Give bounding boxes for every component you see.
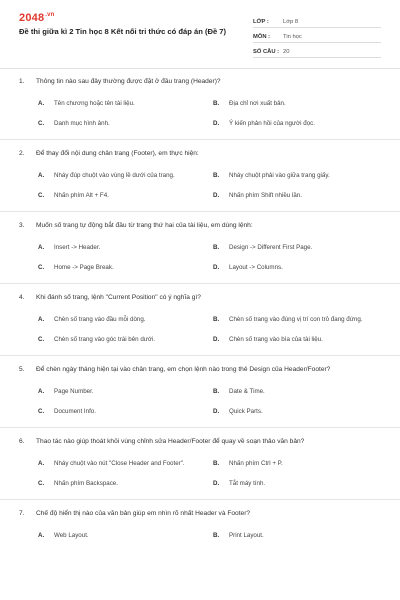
option-text: Date & Time.: [229, 387, 265, 395]
option-row: [0, 473, 400, 493]
logo-suffix: .vn: [45, 12, 55, 18]
question-divider: [0, 427, 400, 428]
answer-option[interactable]: [38, 185, 213, 205]
option-text: Chèn số trang vào góc trái bên dưới.: [54, 335, 156, 343]
option-letter: B.: [213, 531, 220, 539]
question-6: [0, 437, 400, 500]
option-text: Nhấn phím Ctrl + P.: [229, 459, 283, 467]
question-prompt: Để chèn ngày tháng hiện tại vào chân trang, em chọn lệnh nào trong thẻ Design của Header/Footer?: [36, 366, 331, 373]
question-4: [0, 293, 400, 356]
option-letter: C.: [38, 119, 45, 127]
question-divider: [0, 499, 400, 500]
answer-option[interactable]: [38, 165, 213, 185]
question-2: [0, 149, 400, 212]
option-letter: B.: [213, 315, 220, 323]
option-text: Nháy đúp chuột vào vùng lề dưới của trang.: [54, 171, 175, 179]
answer-option[interactable]: [213, 473, 388, 493]
option-row: [0, 401, 400, 421]
meta-label: SỐ CÂU :: [253, 49, 280, 55]
option-letter: C.: [38, 263, 45, 271]
option-text: Chèn số trang vào bìa của tài liệu.: [229, 335, 323, 343]
question-divider: [0, 211, 400, 212]
logo-text: 2048: [19, 12, 45, 24]
option-text: Nháy chuột phải vào giữa trang giấy.: [229, 171, 330, 179]
option-text: Nhấn phím Shift nhiều lần.: [229, 191, 302, 199]
option-row: [0, 185, 400, 205]
option-letter: B.: [213, 387, 220, 395]
question-prompt: Để thay đổi nội dung chân trang (Footer), em thực hiện:: [36, 150, 199, 157]
question-number: 6.: [19, 438, 25, 445]
answer-options: [0, 309, 400, 349]
answer-option[interactable]: [213, 257, 388, 277]
option-letter: D.: [213, 119, 220, 127]
answer-option[interactable]: [213, 113, 388, 133]
answer-option[interactable]: [38, 525, 213, 545]
question-5: [0, 365, 400, 428]
question-text: [19, 437, 379, 447]
answer-option[interactable]: [38, 381, 213, 401]
answer-options: [0, 453, 400, 493]
option-text: Quick Parts.: [229, 407, 263, 415]
option-row: [0, 257, 400, 277]
meta-value: Tin học: [283, 34, 302, 40]
header-divider: [0, 68, 400, 69]
option-text: Print Layout.: [229, 531, 264, 539]
answer-option[interactable]: [213, 329, 388, 349]
option-row: [0, 113, 400, 133]
meta-value: 20: [283, 49, 290, 55]
option-text: Nhấn phím Alt + F4.: [54, 191, 109, 199]
answer-option[interactable]: [38, 93, 213, 113]
question-divider: [0, 355, 400, 356]
question-7: [0, 509, 400, 545]
option-row: [0, 453, 400, 473]
option-text: Tên chương hoặc tên tài liệu.: [54, 99, 135, 107]
answer-option[interactable]: [38, 113, 213, 133]
option-letter: C.: [38, 335, 45, 343]
option-letter: C.: [38, 479, 45, 487]
option-letter: B.: [213, 171, 220, 179]
meta-row-class: [253, 13, 381, 28]
option-letter: A.: [38, 243, 45, 251]
document-header: [0, 0, 400, 68]
answer-option[interactable]: [38, 401, 213, 421]
option-letter: C.: [38, 407, 45, 415]
question-divider: [0, 283, 400, 284]
answer-option[interactable]: [213, 401, 388, 421]
question-number: 5.: [19, 366, 25, 373]
question-text: [19, 77, 379, 87]
option-row: [0, 329, 400, 349]
option-letter: B.: [213, 459, 220, 467]
meta-label: MÔN :: [253, 34, 271, 40]
answer-option[interactable]: [38, 309, 213, 329]
question-text: [19, 293, 379, 303]
option-text: Tắt máy tính.: [229, 479, 266, 487]
answer-option[interactable]: [213, 165, 388, 185]
option-letter: A.: [38, 387, 45, 395]
option-letter: C.: [38, 191, 45, 199]
option-text: Layout -> Columns.: [229, 263, 283, 271]
question-number: 2.: [19, 150, 25, 157]
option-text: Home -> Page Break.: [54, 263, 114, 271]
option-row: [0, 165, 400, 185]
option-letter: D.: [213, 335, 220, 343]
question-number: 4.: [19, 294, 25, 301]
option-row: [0, 309, 400, 329]
answer-options: [0, 381, 400, 421]
answer-option[interactable]: [38, 329, 213, 349]
option-letter: A.: [38, 99, 45, 107]
answer-option[interactable]: [213, 453, 388, 473]
option-letter: A.: [38, 459, 45, 467]
option-text: Chèn số trang vào đầu mỗi dòng.: [54, 315, 146, 323]
option-letter: D.: [213, 191, 220, 199]
question-text: [19, 365, 379, 375]
option-text: Web Layout.: [54, 531, 89, 539]
answer-option[interactable]: [38, 473, 213, 493]
question-list: [0, 77, 400, 545]
option-text: Page Number.: [54, 387, 94, 395]
option-text: Insert -> Header.: [54, 243, 101, 251]
option-letter: B.: [213, 243, 220, 251]
option-text: Design -> Different First Page.: [229, 243, 313, 251]
question-divider: [0, 139, 400, 140]
question-number: 3.: [19, 222, 25, 229]
meta-label: LỚP :: [253, 19, 269, 25]
question-prompt: Muốn số trang tự động bắt đầu từ trang thứ hai của tài liệu, em dùng lệnh:: [36, 222, 253, 229]
option-row: [0, 525, 400, 545]
question-number: 1.: [19, 78, 25, 85]
option-letter: B.: [213, 99, 220, 107]
site-logo[interactable]: [19, 12, 55, 24]
question-1: [0, 77, 400, 140]
meta-row-subject: [253, 28, 381, 43]
question-3: [0, 221, 400, 284]
option-letter: A.: [38, 531, 45, 539]
question-prompt: Chế độ hiển thị nào của văn bản giúp em nhìn rõ nhất Header và Footer?: [36, 510, 251, 517]
option-text: Địa chỉ nơi xuất bản.: [229, 99, 286, 107]
option-letter: D.: [213, 263, 220, 271]
option-text: Ý kiến phản hồi của người đọc.: [229, 119, 315, 127]
question-prompt: Khi đánh số trang, lệnh "Current Position" có ý nghĩa gì?: [36, 294, 201, 301]
question-number: 7.: [19, 510, 25, 517]
option-row: [0, 381, 400, 401]
answer-option[interactable]: [38, 257, 213, 277]
option-letter: A.: [38, 315, 45, 323]
answer-option[interactable]: [213, 237, 388, 257]
option-text: Nhấn phím Backspace.: [54, 479, 118, 487]
answer-option[interactable]: [213, 381, 388, 401]
option-letter: D.: [213, 479, 220, 487]
exam-meta: [253, 13, 381, 58]
answer-option[interactable]: [38, 237, 213, 257]
answer-options: [0, 237, 400, 277]
answer-options: [0, 165, 400, 205]
meta-value: Lớp 8: [283, 19, 299, 25]
option-text: Chèn số trang vào đúng vị trí con trỏ đang đứng.: [229, 315, 363, 323]
meta-row-count: [253, 43, 381, 58]
question-prompt: Thao tác nào giúp thoát khỏi vùng chỉnh sửa Header/Footer để quay về soạn thảo văn bản?: [36, 438, 305, 445]
answer-option[interactable]: [213, 309, 388, 329]
question-text: [19, 149, 379, 159]
answer-option[interactable]: [213, 525, 388, 545]
answer-options: [0, 93, 400, 133]
option-letter: D.: [213, 407, 220, 415]
answer-option[interactable]: [213, 93, 388, 113]
question-text: [19, 221, 379, 231]
answer-options: [0, 525, 400, 545]
option-text: Document Info.: [54, 407, 96, 415]
option-row: [0, 93, 400, 113]
question-prompt: Thông tin nào sau đây thường được đặt ở đầu trang (Header)?: [36, 78, 221, 85]
question-text: [19, 509, 379, 519]
answer-option[interactable]: [213, 185, 388, 205]
option-letter: A.: [38, 171, 45, 179]
page-title: Đề thi giữa kì 2 Tin học 8 Kết nối tri thức có đáp án (Đề 7): [19, 27, 227, 36]
option-text: Nháy chuột vào nút "Close Header and Footer".: [54, 459, 185, 467]
answer-option[interactable]: [38, 453, 213, 473]
option-text: Danh mục hình ảnh.: [54, 119, 110, 127]
option-row: [0, 237, 400, 257]
